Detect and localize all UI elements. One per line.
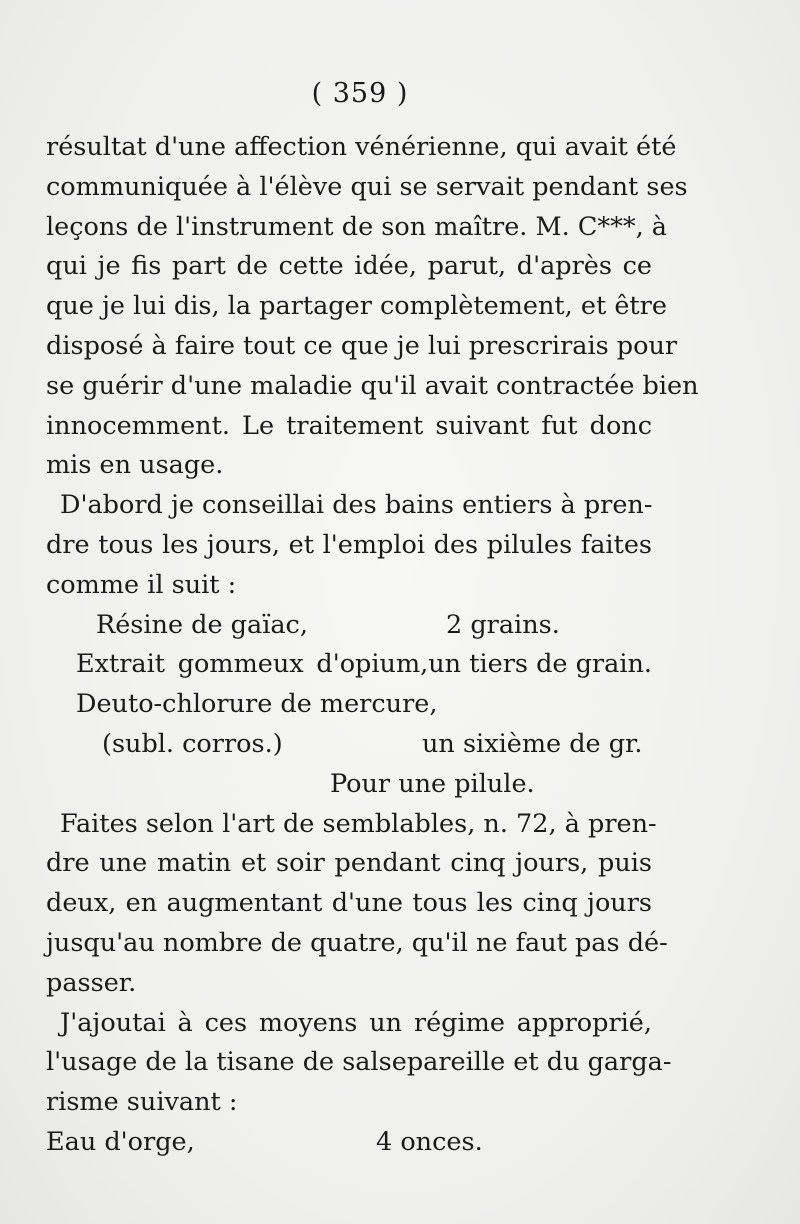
text-line: J'ajoutai à ces moyens un régime approprié, — [60, 1007, 652, 1038]
text-line: innocemment. Le traitement suivant fut donc — [46, 410, 652, 441]
text-line: dre tous les jours, et l'emploi des pilules faites — [46, 529, 652, 560]
ingredient-dose: 2 grains. — [446, 609, 560, 640]
ingredient-dose: 4 onces. — [376, 1126, 483, 1157]
ingredient-dose: un sixième de gr. — [422, 728, 643, 759]
ingredient-name: Résine de gaïac, — [96, 609, 308, 640]
text-line: jusqu'au nombre de quatre, qu'il ne faut pas dé- — [46, 927, 668, 958]
ingredient-name: Deuto-chlorure de mercure, — [76, 689, 438, 720]
text-line: risme suivant : — [46, 1087, 238, 1118]
text-line: qui je fis part de cette idée, parut, d'après ce — [46, 251, 652, 282]
ingredient-name: Extrait gommeux d'opium, — [76, 649, 429, 680]
text-line: communiquée à l'élève qui se servait pendant ses — [46, 171, 688, 202]
ingredient-name: (subl. corros.) — [102, 728, 283, 759]
text-line: passer. — [46, 967, 137, 998]
text-line: comme il suit : — [46, 569, 237, 600]
ingredient-name: Eau d'orge, — [46, 1126, 195, 1157]
formula-note: Pour une pilule. — [330, 768, 535, 799]
text-line: dre une matin et soir pendant cinq jours, puis — [46, 848, 652, 879]
text-line: l'usage de la tisane de salsepareille et du garga- — [46, 1047, 672, 1078]
text-line: se guérir d'une maladie qu'il avait contractée bien — [46, 370, 699, 401]
formula-row — [46, 725, 652, 765]
text-line: résultat d'une affection vénérienne, qui avait été — [46, 132, 677, 162]
text-line: Faites selon l'art de semblables, n. 72, à pren- — [60, 808, 657, 839]
text-line: mis en usage. — [46, 450, 224, 481]
text-line: D'abord je conseillai des bains entiers à pren- — [60, 490, 653, 521]
text-line: disposé à faire tout ce que je lui prescrirais pour — [46, 330, 678, 361]
formula-row — [46, 645, 652, 685]
formula-row — [46, 1123, 652, 1163]
text-line: deux, en augmentant d'une tous les cinq jours — [46, 888, 652, 919]
formula-row — [46, 606, 652, 646]
page-number: ( 359 ) — [311, 78, 409, 109]
ingredient-dose: un tiers de grain. — [428, 649, 652, 680]
text-line: leçons de l'instrument de son maître. M. C***, à — [46, 211, 668, 242]
formula-row — [46, 685, 652, 725]
text-line: que je lui dis, la partager complètement, et être — [46, 291, 667, 322]
body-text — [46, 128, 699, 1163]
